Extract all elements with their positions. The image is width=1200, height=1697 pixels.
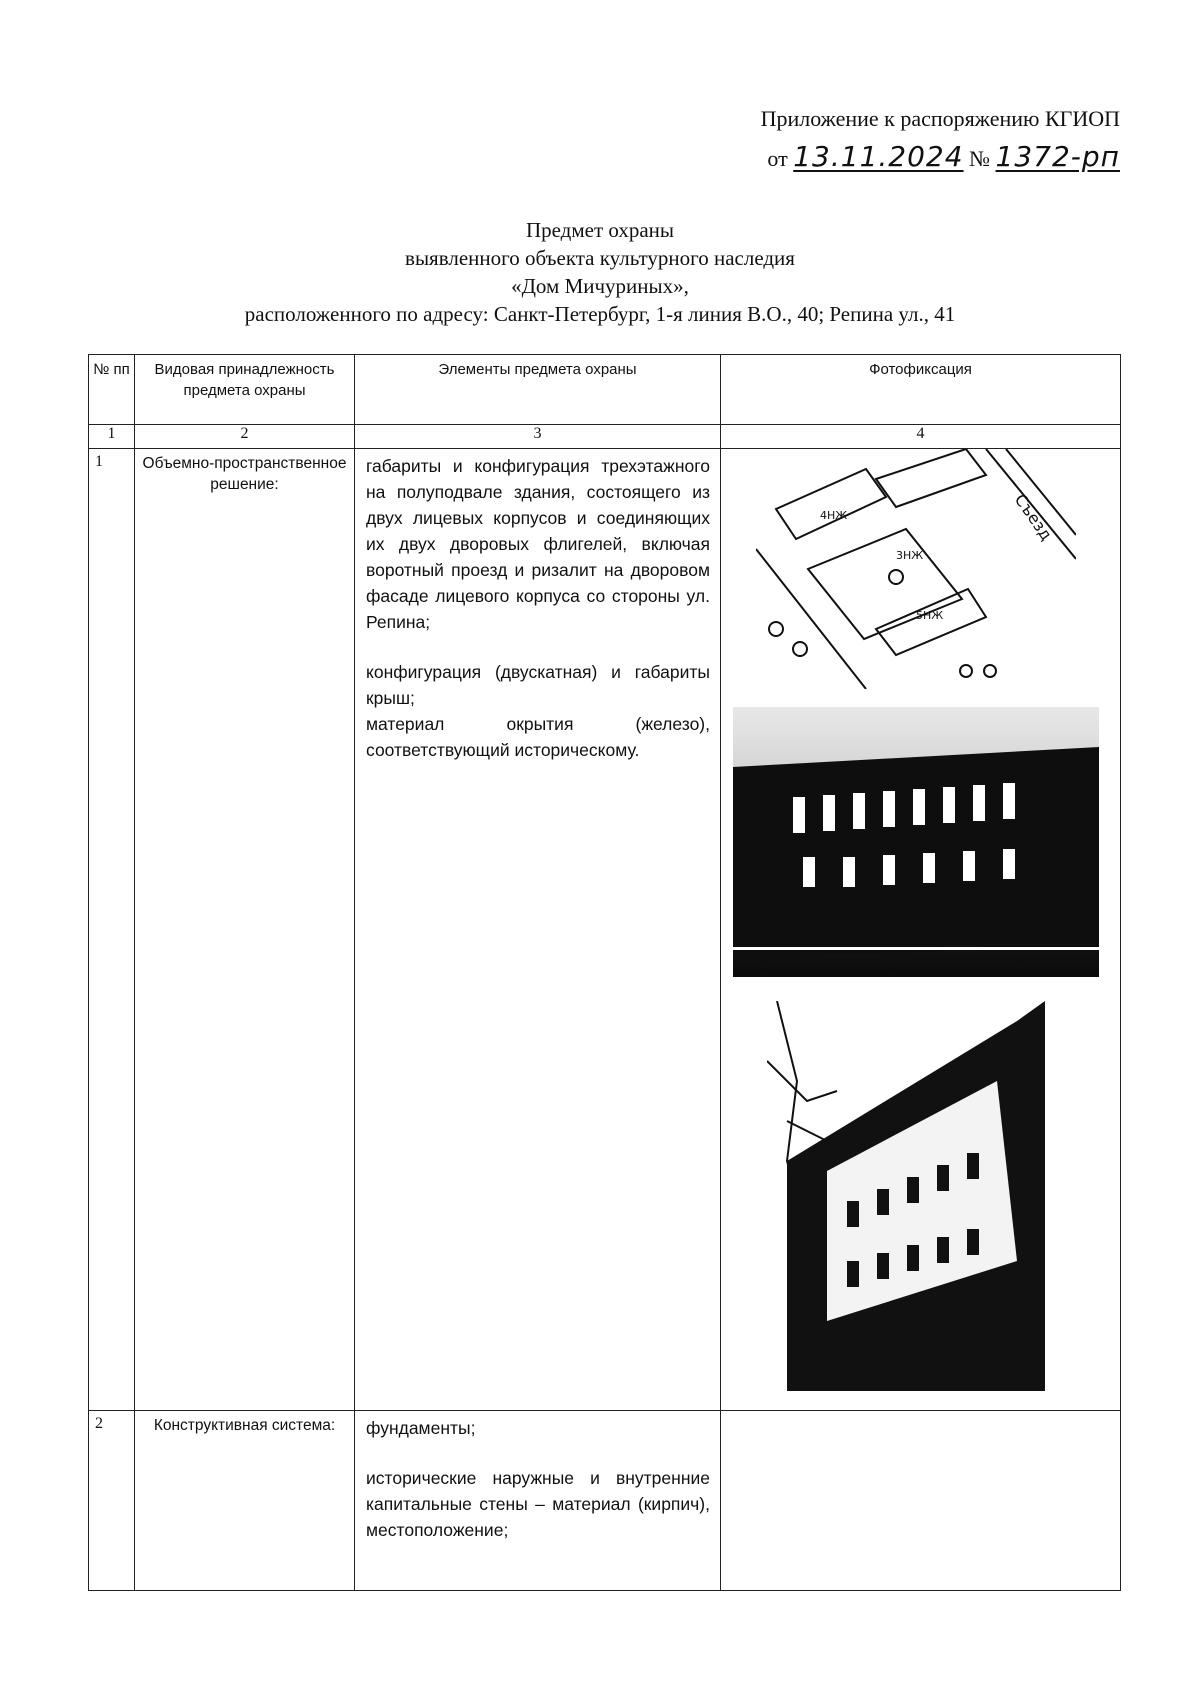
row-elements: [355, 1411, 721, 1591]
table-row: [89, 449, 1121, 1411]
title-line-2: выявленного объекта культурного наследия: [405, 246, 795, 270]
title-line-3: «Дом Мичуриных»,: [511, 274, 689, 298]
date-prefix: от: [767, 146, 788, 171]
element-text: фундаменты;: [366, 1418, 476, 1438]
row-number: 1: [89, 449, 135, 1411]
header-elements: Элементы предмета охраны: [355, 355, 721, 425]
row-number: 2: [89, 1411, 135, 1591]
protection-subject-table: [88, 354, 1121, 1591]
column-number-row: [89, 425, 1121, 449]
order-number: 1372-рп: [995, 140, 1120, 173]
row-type: Конструктивная система:: [135, 1411, 355, 1591]
header-photos: Фотофиксация: [721, 355, 1121, 425]
column-number: 2: [135, 425, 355, 449]
table-row: [89, 1411, 1121, 1591]
header-number: № пп: [89, 355, 135, 425]
courtyard-photo: [767, 1001, 1045, 1391]
order-date: 13.11.2024: [793, 140, 964, 173]
plan-label: Съезд: [1010, 490, 1057, 544]
photo-cell: [721, 449, 1121, 1411]
table-header-row: [89, 355, 1121, 425]
row-elements: [355, 449, 721, 1411]
column-number: 4: [721, 425, 1121, 449]
document-title: [140, 216, 1060, 328]
column-number: 1: [89, 425, 135, 449]
plan-label: 4НЖ: [820, 509, 848, 522]
order-reference: [736, 140, 1120, 173]
number-prefix: №: [969, 146, 991, 171]
street-facade-photo: [733, 707, 1099, 977]
element-text: конфигурация (двускатная) и габариты крыш;: [366, 662, 710, 708]
plan-label: 3НЖ: [896, 549, 924, 562]
photo-cell: [721, 1411, 1121, 1591]
column-number: 3: [355, 425, 721, 449]
element-text: исторические наружные и внутренние капитальные стены – материал (кирпич), местоположение;: [366, 1468, 710, 1540]
plan-label: 5НЖ: [916, 609, 944, 622]
row-type: Объемно-пространственное решение:: [135, 449, 355, 1411]
element-text: материал окрытия (железо), соответствующий историческому.: [366, 714, 710, 760]
site-plan-image: [756, 449, 1076, 689]
appendix-caption: Приложение к распоряжению КГИОП: [760, 106, 1120, 131]
element-text: габариты и конфигурация трехэтажного на полуподвале здания, состоящего из двух лицевых корпусов и соединяющих их двух дворовых флигелей, включая воротный проезд и ризалит на дворовом фасаде лицевого корпуса со стороны ул. Репина;: [366, 456, 710, 632]
title-line-4: расположенного по адресу: Санкт-Петербург, 1-я линия В.О., 40; Репина ул., 41: [244, 302, 956, 326]
header-type: Видовая принадлежность предмета охраны: [135, 355, 355, 425]
title-line-1: Предмет охраны: [525, 218, 675, 242]
